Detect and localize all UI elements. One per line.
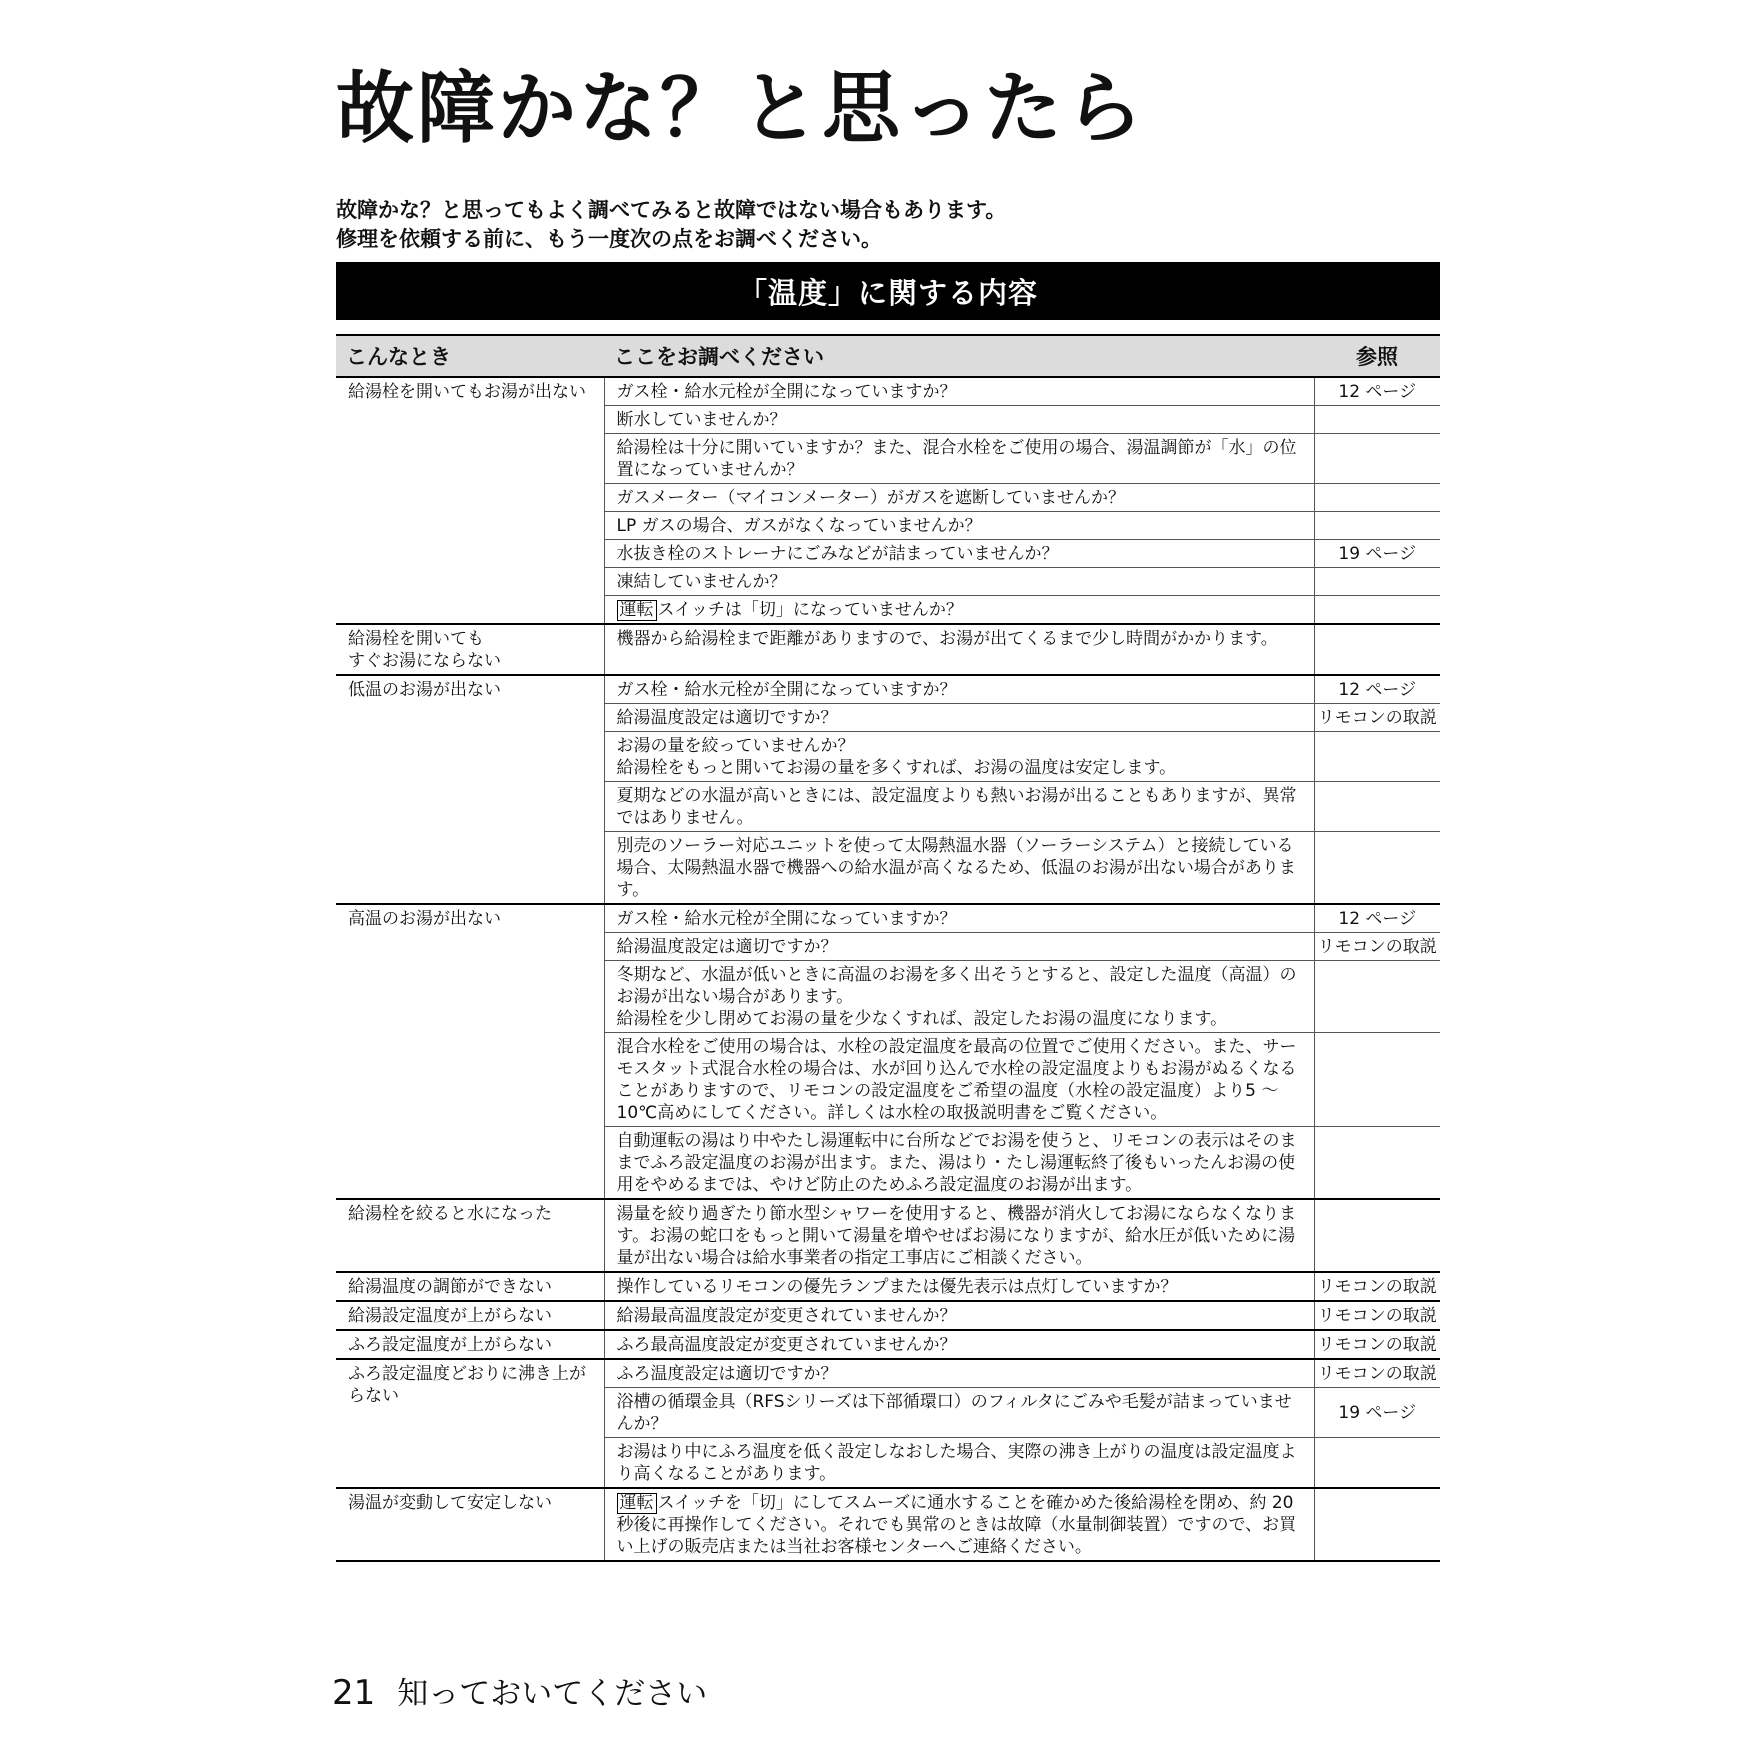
- case-cell: 給湯栓を開いても すぐお湯にならない: [336, 624, 604, 675]
- reference-cell: [1314, 732, 1440, 782]
- table-row: [336, 1199, 1440, 1272]
- check-cell: 自動運転の湯はり中やたし湯運転中に台所などでお湯を使うと、リモコンの表示はそのままでふろ設定温度のお湯が出ます。また、湯はり・たし湯運転終了後もいったんお湯の使用をやめるまでは、やけど防止のためふろ設定温度のお湯が出ます。: [604, 1127, 1314, 1200]
- table-row: [336, 1330, 1440, 1359]
- reference-cell: [1314, 1033, 1440, 1127]
- reference-cell: [1314, 434, 1440, 484]
- reference-cell: リモコンの取説: [1314, 1359, 1440, 1388]
- check-cell: ガス栓・給水元栓が全開になっていますか？: [604, 377, 1314, 406]
- reference-cell: リモコンの取説: [1314, 1330, 1440, 1359]
- table-row: [336, 1488, 1440, 1561]
- check-cell: 給湯栓は十分に開いていますか？また、混合水栓をご使用の場合、湯温調節が「水」の位置になっていませんか？: [604, 434, 1314, 484]
- check-cell: 水抜き栓のストレーナにごみなどが詰まっていませんか？: [604, 540, 1314, 568]
- reference-cell: 12 ページ: [1314, 904, 1440, 933]
- page-footer: [332, 1673, 708, 1713]
- check-text: スイッチを「切」にしてスムーズに通水することを確かめた後給湯栓を閉め、約 20 秒後に再操作してください。それでも異常のときは故障（水量制御装置）ですので、お買い上げの販売店または当社お客様センターへご連絡ください。: [616, 1493, 1297, 1557]
- troubleshooting-table: [336, 334, 1440, 1562]
- case-cell: ふろ設定温度どおりに沸き上がらない: [336, 1359, 604, 1488]
- case-cell: 湯温が変動して安定しない: [336, 1488, 604, 1561]
- check-cell: [604, 596, 1314, 625]
- reference-cell: リモコンの取説: [1314, 1301, 1440, 1330]
- check-cell: ガスメーター（マイコンメーター）がガスを遮断していませんか？: [604, 484, 1314, 512]
- check-cell: 機器から給湯栓まで距離がありますので、お湯が出てくるまで少し時間がかかります。: [604, 624, 1314, 675]
- check-cell: 断水していませんか？: [604, 406, 1314, 434]
- check-cell: 別売のソーラー対応ユニットを使って太陽熱温水器（ソーラーシステム）と接続している場合、太陽熱温水器で機器への給水温が高くなるため、低温のお湯が出ない場合があります。: [604, 832, 1314, 905]
- unten-switch-label: 運転: [617, 1493, 657, 1514]
- reference-cell: [1314, 1127, 1440, 1200]
- reference-cell: [1314, 406, 1440, 434]
- reference-cell: 12 ページ: [1314, 675, 1440, 704]
- header-reference: 参照: [1314, 335, 1440, 377]
- table-header-row: [336, 335, 1440, 377]
- reference-cell: [1314, 1438, 1440, 1489]
- check-cell: 操作しているリモコンの優先ランプまたは優先表示は点灯していますか？: [604, 1272, 1314, 1301]
- reference-cell: [1314, 961, 1440, 1033]
- check-cell: LP ガスの場合、ガスがなくなっていませんか？: [604, 512, 1314, 540]
- page-title: 故障かな？と思ったら: [336, 64, 1147, 154]
- table-row: [336, 1301, 1440, 1330]
- table-row: [336, 377, 1440, 406]
- page-number: 21: [332, 1673, 376, 1713]
- check-cell: ふろ最高温度設定が変更されていませんか？: [604, 1330, 1314, 1359]
- table-row: [336, 675, 1440, 704]
- case-cell: 高温のお湯が出ない: [336, 904, 604, 1199]
- case-cell: 給湯栓を絞ると水になった: [336, 1199, 604, 1272]
- check-cell: 冬期など、水温が低いときに高温のお湯を多く出そうとすると、設定した温度（高温）のお湯が出ない場合があります。 給湯栓を少し閉めてお湯の量を少なくすれば、設定したお湯の温度になります。: [604, 961, 1314, 1033]
- check-cell: 夏期などの水温が高いときには、設定温度よりも熱いお湯が出ることもありますが、異常ではありません。: [604, 782, 1314, 832]
- reference-cell: 19 ページ: [1314, 540, 1440, 568]
- check-cell: お湯はり中にふろ温度を低く設定しなおした場合、実際の沸き上がりの温度は設定温度より高くなることがあります。: [604, 1438, 1314, 1489]
- reference-cell: [1314, 832, 1440, 905]
- check-text: スイッチは「切」になっていませんか？: [657, 600, 963, 620]
- reference-cell: [1314, 782, 1440, 832]
- case-cell: 給湯温度の調節ができない: [336, 1272, 604, 1301]
- intro-text: [336, 196, 1006, 254]
- reference-cell: 19 ページ: [1314, 1388, 1440, 1438]
- reference-cell: リモコンの取説: [1314, 704, 1440, 732]
- case-cell: ふろ設定温度が上がらない: [336, 1330, 604, 1359]
- table-row: [336, 624, 1440, 675]
- check-cell: 凍結していませんか？: [604, 568, 1314, 596]
- header-case: こんなとき: [336, 335, 604, 377]
- table-row: [336, 1272, 1440, 1301]
- check-cell: 給湯最高温度設定が変更されていませんか？: [604, 1301, 1314, 1330]
- reference-cell: [1314, 1199, 1440, 1272]
- check-cell: 給湯温度設定は適切ですか？: [604, 933, 1314, 961]
- table-row: [336, 1359, 1440, 1388]
- check-cell: ふろ温度設定は適切ですか？: [604, 1359, 1314, 1388]
- table-row: [336, 904, 1440, 933]
- check-cell: ガス栓・給水元栓が全開になっていますか？: [604, 675, 1314, 704]
- case-cell: 給湯栓を開いてもお湯が出ない: [336, 377, 604, 624]
- unten-switch-label: 運転: [617, 600, 657, 621]
- reference-cell: [1314, 484, 1440, 512]
- reference-cell: [1314, 512, 1440, 540]
- header-check: ここをお調べください: [604, 335, 1314, 377]
- check-cell: 給湯温度設定は適切ですか？: [604, 704, 1314, 732]
- reference-cell: [1314, 596, 1440, 625]
- reference-cell: [1314, 624, 1440, 675]
- intro-line-2: 修理を依頼する前に、もう一度次の点をお調べください。: [336, 227, 882, 251]
- check-cell: 湯量を絞り過ぎたり節水型シャワーを使用すると、機器が消火してお湯にならなくなります。お湯の蛇口をもっと開いて湯量を増やせばお湯になりますが、給水圧が低いために湯量が出ない場合は給水事業者の指定工事店にご相談ください。: [604, 1199, 1314, 1272]
- reference-cell: リモコンの取説: [1314, 933, 1440, 961]
- check-cell: 混合水栓をご使用の場合は、水栓の設定温度を最高の位置でご使用ください。また、サーモスタット式混合水栓の場合は、水が回り込んで水栓の設定温度よりもお湯がぬるくなることがありますので、リモコンの設定温度をご希望の温度（水栓の設定温度）より5 ～10℃高めにしてください。詳しくは水栓の取扱説明書をご覧ください。: [604, 1033, 1314, 1127]
- check-cell: [604, 1488, 1314, 1561]
- check-cell: お湯の量を絞っていませんか？ 給湯栓をもっと開いてお湯の量を多くすれば、お湯の温度は安定します。: [604, 732, 1314, 782]
- intro-line-1: 故障かな？と思ってもよく調べてみると故障ではない場合もあります。: [336, 198, 1007, 222]
- check-cell: ガス栓・給水元栓が全開になっていますか？: [604, 904, 1314, 933]
- reference-cell: [1314, 568, 1440, 596]
- reference-cell: 12 ページ: [1314, 377, 1440, 406]
- case-cell: 給湯設定温度が上がらない: [336, 1301, 604, 1330]
- footer-section-name: 知っておいてください: [397, 1676, 708, 1712]
- section-heading-banner: 「温度」に関する内容: [336, 262, 1440, 320]
- reference-cell: リモコンの取説: [1314, 1272, 1440, 1301]
- reference-cell: [1314, 1488, 1440, 1561]
- check-cell: 浴槽の循環金具（RFSシリーズは下部循環口）のフィルタにごみや毛髪が詰まっていませんか？: [604, 1388, 1314, 1438]
- case-cell: 低温のお湯が出ない: [336, 675, 604, 904]
